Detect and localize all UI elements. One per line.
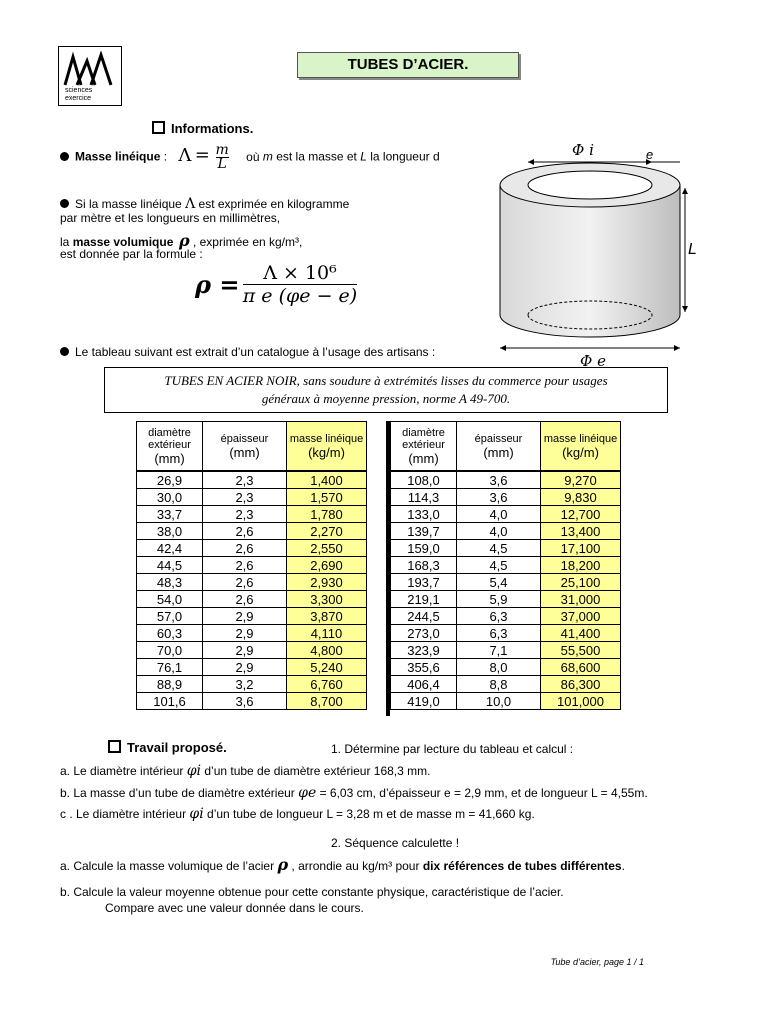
table-row: [391, 625, 621, 642]
para2-line1: Si la masse linéique Λ est exprimée en kilogramme: [60, 196, 349, 212]
table-header: diamètre extérieur (mm): [391, 422, 457, 472]
table-row: [391, 557, 621, 574]
table-cell: 2,9: [203, 608, 287, 625]
table-cell: 5,240: [287, 659, 367, 676]
table-cell: 4,800: [287, 642, 367, 659]
table-cell: 30,0: [137, 489, 203, 506]
table-cell: 168,3: [391, 557, 457, 574]
bullet-icon: [60, 347, 69, 356]
table-cell: 8,700: [287, 693, 367, 710]
table-row: [137, 659, 367, 676]
table-cell: 48,3: [137, 574, 203, 591]
table-cell: 55,500: [541, 642, 621, 659]
table-cell: 5,9: [457, 591, 541, 608]
table-row: [391, 489, 621, 506]
label-e: e: [646, 147, 654, 162]
table-row: [137, 540, 367, 557]
question-1b: b. La masse d’un tube de diamètre extérieur φe = 6,03 cm, d’épaisseur e = 2,9 mm, et de longueur L = 4,55m.: [60, 785, 648, 801]
table-cell: 76,1: [137, 659, 203, 676]
table-cell: 60,3: [137, 625, 203, 642]
question-2b-line2: Compare avec une valeur donnée dans le cours.: [105, 901, 364, 915]
table-cell: 108,0: [391, 471, 457, 489]
para2-line3: la masse volumique ρ , exprimée en kg/m³,: [60, 231, 303, 250]
table-cell: 33,7: [137, 506, 203, 523]
table-row: [137, 676, 367, 693]
catalog-caption-line1: TUBES EN ACIER NOIR, sans soudure à extrémités lisses du commerce pour usages: [164, 373, 608, 388]
question-2a: a. Calcule la masse volumique de l’acier ρ , arrondie au kg/m³ pour dix références de tubes différentes.: [60, 855, 625, 874]
table-row: [391, 471, 621, 489]
table-right: [390, 421, 621, 710]
informations-heading: Informations.: [152, 121, 253, 136]
table-cell: 2,690: [287, 557, 367, 574]
table-cell: 10,0: [457, 693, 541, 710]
table-row: [137, 693, 367, 710]
table-cell: 419,0: [391, 693, 457, 710]
table-cell: 101,000: [541, 693, 621, 710]
formula1-fraction: $\frac{m}{L}$: [215, 142, 229, 172]
table-cell: 17,100: [541, 540, 621, 557]
question-1c: c . Le diamètre intérieur φi d’un tube de longueur L = 3,28 m et de masse m = 41,660 kg.: [60, 806, 535, 822]
travail-heading: Travail proposé.: [108, 740, 227, 755]
table-cell: 42,4: [137, 540, 203, 557]
bullet-icon: [60, 199, 69, 208]
table-cell: 31,000: [541, 591, 621, 608]
table-cell: 1,400: [287, 471, 367, 489]
table-row: [137, 625, 367, 642]
checkbox-icon: [152, 121, 165, 134]
masse-lineique-line: Masse linéique : Λ = $\frac{m}{L}$ où m est la masse et L la longueur d: [60, 144, 440, 171]
table-cell: 5,4: [457, 574, 541, 591]
table-cell: 6,760: [287, 676, 367, 693]
question-1a: a. Le diamètre intérieur φi d’un tube de diamètre extérieur 168,3 mm.: [60, 763, 431, 779]
table-cell: 139,7: [391, 523, 457, 540]
table-cell: 9,270: [541, 471, 621, 489]
table-row: [137, 471, 367, 489]
table-cell: 2,3: [203, 506, 287, 523]
table-cell: 193,7: [391, 574, 457, 591]
table-cell: 26,9: [137, 471, 203, 489]
logo-line1: sciences: [65, 87, 93, 94]
table-cell: 7,1: [457, 642, 541, 659]
label-phi-e: Φ e: [580, 352, 606, 370]
table-header: masse linéique (kg/m): [287, 422, 367, 472]
table-cell: 3,6: [457, 489, 541, 506]
table-cell: 18,200: [541, 557, 621, 574]
table-row: [391, 506, 621, 523]
table-cell: 2,270: [287, 523, 367, 540]
part2-title: 2. Séquence calculette !: [331, 836, 460, 850]
table-cell: 3,6: [457, 471, 541, 489]
table-cell: 101,6: [137, 693, 203, 710]
table-row: [391, 693, 621, 710]
table-row: [391, 591, 621, 608]
table-cell: 38,0: [137, 523, 203, 540]
masse-lineique-label: Masse linéique: [75, 149, 161, 164]
table-cell: 114,3: [391, 489, 457, 506]
table-cell: 273,0: [391, 625, 457, 642]
table-cell: 9,830: [541, 489, 621, 506]
formula1-lhs: Λ: [178, 144, 192, 166]
table-row: [137, 489, 367, 506]
table-cell: 6,3: [457, 625, 541, 642]
table-cell: 3,2: [203, 676, 287, 693]
logo: [58, 46, 122, 106]
table-cell: 68,600: [541, 659, 621, 676]
table-row: [391, 642, 621, 659]
para2-line2: par mètre et les longueurs en millimètres,: [60, 211, 281, 225]
table-cell: 219,1: [391, 591, 457, 608]
table-row: [391, 523, 621, 540]
table-cell: 355,6: [391, 659, 457, 676]
table-row: [137, 506, 367, 523]
label-phi-i: Φ i: [572, 141, 594, 159]
tube-diagram: [490, 140, 720, 370]
table-cell: 4,0: [457, 523, 541, 540]
page-title: TUBES D’ACIER.: [297, 52, 519, 78]
table-cell: 2,9: [203, 625, 287, 642]
table-row: [391, 608, 621, 625]
table-cell: 2,930: [287, 574, 367, 591]
table-cell: 12,700: [541, 506, 621, 523]
table-header: masse linéique (kg/m): [541, 422, 621, 472]
table-cell: 406,4: [391, 676, 457, 693]
catalog-caption-line2: généraux à moyenne pression, norme A 49-700.: [261, 391, 511, 406]
table-cell: 3,870: [287, 608, 367, 625]
table-row: [137, 591, 367, 608]
table-cell: 13,400: [541, 523, 621, 540]
bullet-icon: [60, 152, 69, 161]
logo-figures-icon: [59, 51, 121, 91]
table-row: [137, 557, 367, 574]
table-cell: 2,6: [203, 557, 287, 574]
table-cell: 88,9: [137, 676, 203, 693]
table-cell: 86,300: [541, 676, 621, 693]
formula2: ρ = $\frac{\text{Λ × 10⁶}}{\text{π e (φe − e)}}$: [195, 262, 358, 307]
table-cell: 2,3: [203, 489, 287, 506]
table-cell: 2,6: [203, 540, 287, 557]
table-row: [137, 608, 367, 625]
question-2b-line1: b. Calcule la valeur moyenne obtenue pour cette constante physique, caractéristique de l’acier.: [60, 885, 564, 899]
table-cell: 8,0: [457, 659, 541, 676]
table-cell: 4,0: [457, 506, 541, 523]
table-cell: 2,6: [203, 523, 287, 540]
label-L: L: [688, 241, 697, 258]
table-cell: 2,9: [203, 659, 287, 676]
table-header: épaisseur (mm): [457, 422, 541, 472]
para2-line4: est donnée par la formule :: [60, 247, 203, 261]
table-cell: 4,5: [457, 540, 541, 557]
table-cell: 54,0: [137, 591, 203, 608]
table-cell: 2,3: [203, 471, 287, 489]
table-left: [136, 421, 367, 710]
table-row: [391, 540, 621, 557]
table-cell: 25,100: [541, 574, 621, 591]
table-cell: 2,6: [203, 574, 287, 591]
logo-line2: exercice: [65, 95, 92, 102]
table-cell: 1,570: [287, 489, 367, 506]
table-cell: 41,400: [541, 625, 621, 642]
table-row: [137, 642, 367, 659]
table-cell: 323,9: [391, 642, 457, 659]
table-cell: 57,0: [137, 608, 203, 625]
table-cell: 44,5: [137, 557, 203, 574]
table-cell: 159,0: [391, 540, 457, 557]
table-cell: 244,5: [391, 608, 457, 625]
table-row: [391, 574, 621, 591]
table-cell: 37,000: [541, 608, 621, 625]
table-row: [137, 523, 367, 540]
table-cell: 133,0: [391, 506, 457, 523]
checkbox-icon: [108, 740, 121, 753]
part1-title: 1. Détermine par lecture du tableau et calcul :: [331, 742, 574, 756]
table-cell: 4,5: [457, 557, 541, 574]
table-cell: 8,8: [457, 676, 541, 693]
table-cell: 6,3: [457, 608, 541, 625]
page-footer: Tube d’acier, page 1 / 1: [550, 957, 644, 967]
catalog-caption: [104, 367, 668, 413]
table-cell: 2,9: [203, 642, 287, 659]
table-cell: 3,6: [203, 693, 287, 710]
table-cell: 4,110: [287, 625, 367, 642]
catalogue-intro: Le tableau suivant est extrait d’un catalogue à l’usage des artisans :: [60, 345, 435, 359]
table-row: [391, 676, 621, 693]
table-cell: 2,6: [203, 591, 287, 608]
table-cell: 1,780: [287, 506, 367, 523]
table-cell: 2,550: [287, 540, 367, 557]
table-row: [137, 574, 367, 591]
table-header: épaisseur (mm): [203, 422, 287, 472]
table-header: diamètre extérieur (mm): [137, 422, 203, 472]
table-row: [391, 659, 621, 676]
table-cell: 3,300: [287, 591, 367, 608]
table-cell: 70,0: [137, 642, 203, 659]
